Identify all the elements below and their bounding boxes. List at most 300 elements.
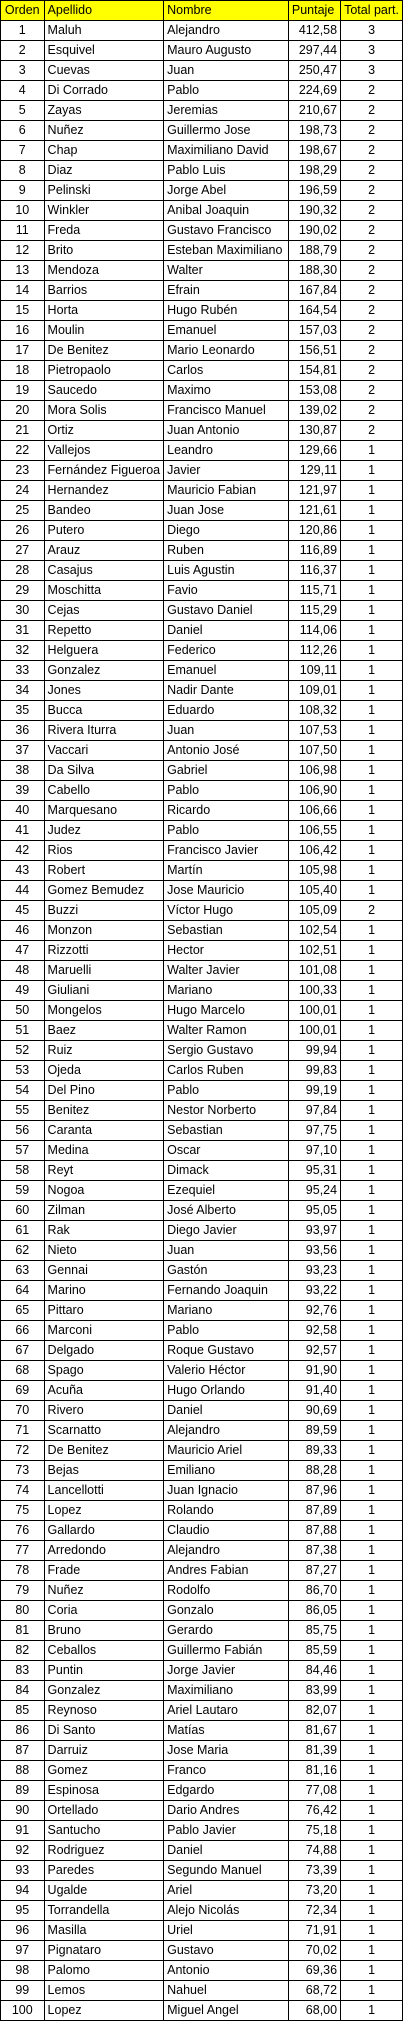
cell-puntaje: 75,18 (288, 1821, 340, 1841)
cell-total-part: 1 (341, 1181, 403, 1201)
cell-apellido: Espinosa (44, 1781, 164, 1801)
table-row (1, 1841, 403, 1861)
cell-total-part: 1 (341, 1901, 403, 1921)
cell-nombre: Miguel Angel (164, 2001, 289, 2021)
cell-nombre: Gabriel (164, 761, 289, 781)
cell-nombre: Ariel Lautaro (164, 1701, 289, 1721)
cell-apellido: Del Pino (44, 1081, 164, 1101)
table-row (1, 261, 403, 281)
cell-nombre: Mariano (164, 981, 289, 1001)
cell-total-part: 1 (341, 1921, 403, 1941)
cell-apellido: Nuñez (44, 121, 164, 141)
cell-orden: 36 (1, 721, 45, 741)
cell-total-part: 1 (341, 861, 403, 881)
cell-orden: 27 (1, 541, 45, 561)
cell-nombre: Alejandro (164, 1421, 289, 1441)
cell-orden: 23 (1, 461, 45, 481)
cell-nombre: Jeremias (164, 101, 289, 121)
cell-orden: 93 (1, 1861, 45, 1881)
cell-total-part: 1 (341, 581, 403, 601)
cell-orden: 60 (1, 1201, 45, 1221)
table-row (1, 1061, 403, 1081)
cell-apellido: Putero (44, 521, 164, 541)
cell-apellido: Winkler (44, 201, 164, 221)
cell-nombre: Daniel (164, 1401, 289, 1421)
cell-apellido: Marino (44, 1281, 164, 1301)
cell-nombre: Gerardo (164, 1621, 289, 1641)
table-row (1, 921, 403, 941)
cell-puntaje: 74,88 (288, 1841, 340, 1861)
cell-orden: 22 (1, 441, 45, 461)
cell-puntaje: 99,94 (288, 1041, 340, 1061)
cell-orden: 56 (1, 1121, 45, 1141)
cell-nombre: Antonio (164, 1961, 289, 1981)
cell-apellido: Palomo (44, 1961, 164, 1981)
cell-nombre: Juan Jose (164, 501, 289, 521)
cell-puntaje: 120,86 (288, 521, 340, 541)
table-row (1, 1501, 403, 1521)
cell-apellido: Benitez (44, 1101, 164, 1121)
cell-total-part: 2 (341, 141, 403, 161)
cell-orden: 20 (1, 401, 45, 421)
cell-orden: 3 (1, 61, 45, 81)
header-apellido: Apellido (44, 1, 164, 21)
table-row (1, 141, 403, 161)
cell-apellido: Delgado (44, 1341, 164, 1361)
cell-total-part: 1 (341, 1541, 403, 1561)
cell-puntaje: 90,69 (288, 1401, 340, 1421)
cell-orden: 19 (1, 381, 45, 401)
cell-apellido: Lancellotti (44, 1481, 164, 1501)
cell-apellido: Ortellado (44, 1801, 164, 1821)
cell-apellido: Scarnatto (44, 1421, 164, 1441)
cell-puntaje: 164,54 (288, 301, 340, 321)
cell-orden: 46 (1, 921, 45, 941)
cell-puntaje: 85,59 (288, 1641, 340, 1661)
cell-nombre: Guillermo Jose (164, 121, 289, 141)
cell-puntaje: 81,16 (288, 1761, 340, 1781)
cell-orden: 96 (1, 1921, 45, 1941)
cell-total-part: 1 (341, 1861, 403, 1881)
cell-orden: 31 (1, 621, 45, 641)
cell-puntaje: 83,99 (288, 1681, 340, 1701)
cell-total-part: 1 (341, 641, 403, 661)
cell-total-part: 1 (341, 521, 403, 541)
cell-orden: 72 (1, 1441, 45, 1461)
cell-total-part: 1 (341, 1721, 403, 1741)
cell-puntaje: 116,89 (288, 541, 340, 561)
cell-apellido: Zayas (44, 101, 164, 121)
cell-apellido: Acuña (44, 1381, 164, 1401)
cell-orden: 6 (1, 121, 45, 141)
cell-nombre: Mauro Augusto (164, 41, 289, 61)
cell-puntaje: 105,98 (288, 861, 340, 881)
table-row (1, 901, 403, 921)
cell-total-part: 1 (341, 1461, 403, 1481)
cell-apellido: Monzon (44, 921, 164, 941)
cell-apellido: Lopez (44, 1501, 164, 1521)
table-row (1, 1881, 403, 1901)
cell-orden: 53 (1, 1061, 45, 1081)
cell-apellido: Di Corrado (44, 81, 164, 101)
table-row (1, 541, 403, 561)
cell-nombre: Juan (164, 721, 289, 741)
cell-orden: 48 (1, 961, 45, 981)
cell-orden: 10 (1, 201, 45, 221)
cell-orden: 16 (1, 321, 45, 341)
cell-nombre: Sergio Gustavo (164, 1041, 289, 1061)
cell-orden: 40 (1, 801, 45, 821)
table-row (1, 721, 403, 741)
cell-apellido: Pelinski (44, 181, 164, 201)
cell-total-part: 2 (341, 81, 403, 101)
cell-orden: 25 (1, 501, 45, 521)
table-row (1, 1921, 403, 1941)
cell-orden: 89 (1, 1781, 45, 1801)
cell-apellido: Gonzalez (44, 1681, 164, 1701)
cell-orden: 9 (1, 181, 45, 201)
cell-puntaje: 105,40 (288, 881, 340, 901)
cell-total-part: 1 (341, 1381, 403, 1401)
cell-puntaje: 121,97 (288, 481, 340, 501)
cell-orden: 94 (1, 1881, 45, 1901)
cell-apellido: Torrandella (44, 1901, 164, 1921)
cell-apellido: Bandeo (44, 501, 164, 521)
cell-nombre: Diego Javier (164, 1221, 289, 1241)
cell-orden: 38 (1, 761, 45, 781)
table-row (1, 1961, 403, 1981)
cell-puntaje: 157,03 (288, 321, 340, 341)
cell-apellido: Robert (44, 861, 164, 881)
cell-total-part: 2 (341, 421, 403, 441)
table-row (1, 41, 403, 61)
table-row (1, 521, 403, 541)
table-row (1, 941, 403, 961)
cell-orden: 11 (1, 221, 45, 241)
cell-total-part: 1 (341, 761, 403, 781)
cell-total-part: 1 (341, 1421, 403, 1441)
cell-puntaje: 87,89 (288, 1501, 340, 1521)
table-row (1, 1381, 403, 1401)
cell-nombre: Walter Javier (164, 961, 289, 981)
cell-apellido: Maruelli (44, 961, 164, 981)
table-row (1, 821, 403, 841)
cell-total-part: 1 (341, 1201, 403, 1221)
cell-total-part: 3 (341, 61, 403, 81)
cell-apellido: Pignataro (44, 1941, 164, 1961)
cell-nombre: Guillermo Fabián (164, 1641, 289, 1661)
cell-orden: 55 (1, 1101, 45, 1121)
cell-orden: 64 (1, 1281, 45, 1301)
cell-total-part: 2 (341, 121, 403, 141)
table-row (1, 981, 403, 1001)
table-row (1, 1521, 403, 1541)
cell-apellido: Ugalde (44, 1881, 164, 1901)
cell-orden: 70 (1, 1401, 45, 1421)
cell-apellido: Fernández Figueroa (44, 461, 164, 481)
cell-nombre: Oscar (164, 1141, 289, 1161)
cell-orden: 77 (1, 1541, 45, 1561)
cell-orden: 63 (1, 1261, 45, 1281)
cell-nombre: Pablo (164, 781, 289, 801)
cell-nombre: Juan Ignacio (164, 1481, 289, 1501)
cell-apellido: Coria (44, 1601, 164, 1621)
table-row (1, 121, 403, 141)
cell-total-part: 1 (341, 1881, 403, 1901)
cell-total-part: 1 (341, 1041, 403, 1061)
cell-apellido: Santucho (44, 1821, 164, 1841)
cell-total-part: 2 (341, 221, 403, 241)
cell-apellido: Frade (44, 1561, 164, 1581)
cell-apellido: Moschitta (44, 581, 164, 601)
table-row (1, 1941, 403, 1961)
cell-puntaje: 71,91 (288, 1921, 340, 1941)
cell-orden: 1 (1, 21, 45, 41)
cell-apellido: Rak (44, 1221, 164, 1241)
cell-puntaje: 87,88 (288, 1521, 340, 1541)
cell-puntaje: 95,24 (288, 1181, 340, 1201)
cell-total-part: 1 (341, 1401, 403, 1421)
cell-total-part: 1 (341, 881, 403, 901)
cell-apellido: Rivera Iturra (44, 721, 164, 741)
cell-total-part: 1 (341, 1741, 403, 1761)
table-row (1, 441, 403, 461)
cell-apellido: Nieto (44, 1241, 164, 1261)
cell-total-part: 1 (341, 1821, 403, 1841)
table-row (1, 281, 403, 301)
table-row (1, 1641, 403, 1661)
cell-nombre: Emiliano (164, 1461, 289, 1481)
table-row (1, 61, 403, 81)
cell-nombre: Jorge Javier (164, 1661, 289, 1681)
cell-apellido: Reyt (44, 1161, 164, 1181)
cell-apellido: Medina (44, 1141, 164, 1161)
cell-nombre: Edgardo (164, 1781, 289, 1801)
table-row (1, 301, 403, 321)
table-row (1, 2001, 403, 2021)
cell-total-part: 1 (341, 781, 403, 801)
cell-puntaje: 114,06 (288, 621, 340, 641)
cell-total-part: 1 (341, 501, 403, 521)
cell-orden: 50 (1, 1001, 45, 1021)
cell-orden: 58 (1, 1161, 45, 1181)
table-row (1, 1461, 403, 1481)
cell-orden: 21 (1, 421, 45, 441)
table-row (1, 21, 403, 41)
cell-orden: 79 (1, 1581, 45, 1601)
cell-orden: 44 (1, 881, 45, 901)
cell-nombre: Dimack (164, 1161, 289, 1181)
cell-nombre: Ariel (164, 1881, 289, 1901)
cell-apellido: Vallejos (44, 441, 164, 461)
cell-total-part: 1 (341, 2001, 403, 2021)
cell-total-part: 1 (341, 1521, 403, 1541)
cell-puntaje: 87,38 (288, 1541, 340, 1561)
cell-orden: 26 (1, 521, 45, 541)
cell-apellido: Mongelos (44, 1001, 164, 1021)
cell-total-part: 1 (341, 1661, 403, 1681)
cell-puntaje: 84,46 (288, 1661, 340, 1681)
cell-apellido: Ojeda (44, 1061, 164, 1081)
cell-puntaje: 92,57 (288, 1341, 340, 1361)
cell-puntaje: 106,42 (288, 841, 340, 861)
cell-orden: 81 (1, 1621, 45, 1641)
cell-nombre: Gonzalo (164, 1601, 289, 1621)
cell-nombre: Valerio Héctor (164, 1361, 289, 1381)
cell-nombre: Pablo Javier (164, 1821, 289, 1841)
cell-orden: 85 (1, 1701, 45, 1721)
cell-orden: 14 (1, 281, 45, 301)
cell-puntaje: 93,23 (288, 1261, 340, 1281)
cell-apellido: Jones (44, 681, 164, 701)
cell-nombre: Jorge Abel (164, 181, 289, 201)
cell-apellido: Giuliani (44, 981, 164, 1001)
cell-total-part: 2 (341, 101, 403, 121)
cell-nombre: Gastón (164, 1261, 289, 1281)
cell-apellido: Pittaro (44, 1301, 164, 1321)
cell-puntaje: 93,56 (288, 1241, 340, 1261)
cell-apellido: Arauz (44, 541, 164, 561)
table-row (1, 701, 403, 721)
cell-puntaje: 87,96 (288, 1481, 340, 1501)
cell-total-part: 1 (341, 1581, 403, 1601)
cell-apellido: Gomez (44, 1761, 164, 1781)
cell-nombre: Walter Ramon (164, 1021, 289, 1041)
cell-nombre: Mauricio Ariel (164, 1441, 289, 1461)
cell-nombre: Hugo Orlando (164, 1381, 289, 1401)
cell-nombre: Gustavo (164, 1941, 289, 1961)
table-row (1, 961, 403, 981)
cell-apellido: Brito (44, 241, 164, 261)
cell-puntaje: 91,40 (288, 1381, 340, 1401)
table-row (1, 1081, 403, 1101)
cell-orden: 43 (1, 861, 45, 881)
table-row (1, 1441, 403, 1461)
table-row (1, 241, 403, 261)
cell-puntaje: 297,44 (288, 41, 340, 61)
cell-total-part: 1 (341, 541, 403, 561)
cell-nombre: Jose Mauricio (164, 881, 289, 901)
cell-nombre: Eduardo (164, 701, 289, 721)
cell-total-part: 2 (341, 341, 403, 361)
cell-orden: 7 (1, 141, 45, 161)
cell-puntaje: 72,34 (288, 1901, 340, 1921)
table-row (1, 181, 403, 201)
cell-apellido: Di Santo (44, 1721, 164, 1741)
cell-nombre: Segundo Manuel (164, 1861, 289, 1881)
cell-orden: 91 (1, 1821, 45, 1841)
cell-total-part: 1 (341, 1801, 403, 1821)
cell-apellido: Repetto (44, 621, 164, 641)
cell-puntaje: 99,19 (288, 1081, 340, 1101)
cell-puntaje: 130,87 (288, 421, 340, 441)
cell-total-part: 2 (341, 301, 403, 321)
cell-nombre: Gustavo Daniel (164, 601, 289, 621)
table-row (1, 1701, 403, 1721)
cell-total-part: 1 (341, 1961, 403, 1981)
table-row (1, 841, 403, 861)
cell-nombre: Leandro (164, 441, 289, 461)
cell-puntaje: 87,27 (288, 1561, 340, 1581)
cell-apellido: Rizzotti (44, 941, 164, 961)
cell-nombre: Pablo (164, 1081, 289, 1101)
cell-puntaje: 102,54 (288, 921, 340, 941)
cell-puntaje: 190,02 (288, 221, 340, 241)
cell-total-part: 1 (341, 921, 403, 941)
cell-nombre: Dario Andres (164, 1801, 289, 1821)
cell-puntaje: 101,08 (288, 961, 340, 981)
cell-total-part: 1 (341, 1161, 403, 1181)
cell-apellido: Saucedo (44, 381, 164, 401)
cell-puntaje: 97,84 (288, 1101, 340, 1121)
cell-orden: 75 (1, 1501, 45, 1521)
cell-apellido: Bucca (44, 701, 164, 721)
cell-orden: 32 (1, 641, 45, 661)
cell-nombre: Juan (164, 61, 289, 81)
cell-apellido: Bejas (44, 1461, 164, 1481)
cell-total-part: 1 (341, 1121, 403, 1141)
cell-orden: 4 (1, 81, 45, 101)
cell-puntaje: 210,67 (288, 101, 340, 121)
cell-total-part: 1 (341, 481, 403, 501)
table-row (1, 201, 403, 221)
table-row (1, 1401, 403, 1421)
cell-apellido: Diaz (44, 161, 164, 181)
cell-total-part: 1 (341, 661, 403, 681)
cell-total-part: 2 (341, 181, 403, 201)
cell-puntaje: 109,01 (288, 681, 340, 701)
cell-orden: 87 (1, 1741, 45, 1761)
table-row (1, 1761, 403, 1781)
cell-total-part: 1 (341, 1621, 403, 1641)
cell-nombre: Nahuel (164, 1981, 289, 2001)
cell-puntaje: 107,50 (288, 741, 340, 761)
cell-puntaje: 81,39 (288, 1741, 340, 1761)
cell-total-part: 1 (341, 1241, 403, 1261)
table-row (1, 401, 403, 421)
cell-orden: 30 (1, 601, 45, 621)
cell-nombre: Alejo Nicolás (164, 1901, 289, 1921)
cell-nombre: Mariano (164, 1301, 289, 1321)
cell-puntaje: 73,20 (288, 1881, 340, 1901)
cell-orden: 100 (1, 2001, 45, 2021)
cell-nombre: Nadir Dante (164, 681, 289, 701)
cell-apellido: Zilman (44, 1201, 164, 1221)
table-row (1, 101, 403, 121)
cell-total-part: 1 (341, 1341, 403, 1361)
cell-total-part: 1 (341, 1301, 403, 1321)
cell-orden: 33 (1, 661, 45, 681)
cell-puntaje: 129,11 (288, 461, 340, 481)
table-row (1, 1901, 403, 1921)
cell-total-part: 2 (341, 261, 403, 281)
cell-apellido: Ruiz (44, 1041, 164, 1061)
table-row (1, 801, 403, 821)
cell-total-part: 1 (341, 1261, 403, 1281)
table-row (1, 621, 403, 641)
cell-total-part: 1 (341, 1441, 403, 1461)
cell-puntaje: 100,01 (288, 1021, 340, 1041)
cell-nombre: Emanuel (164, 321, 289, 341)
table-row (1, 1281, 403, 1301)
cell-apellido: Lemos (44, 1981, 164, 2001)
cell-apellido: Nuñez (44, 1581, 164, 1601)
table-row (1, 1261, 403, 1281)
cell-orden: 80 (1, 1601, 45, 1621)
cell-puntaje: 70,02 (288, 1941, 340, 1961)
cell-nombre: Federico (164, 641, 289, 661)
cell-total-part: 1 (341, 741, 403, 761)
